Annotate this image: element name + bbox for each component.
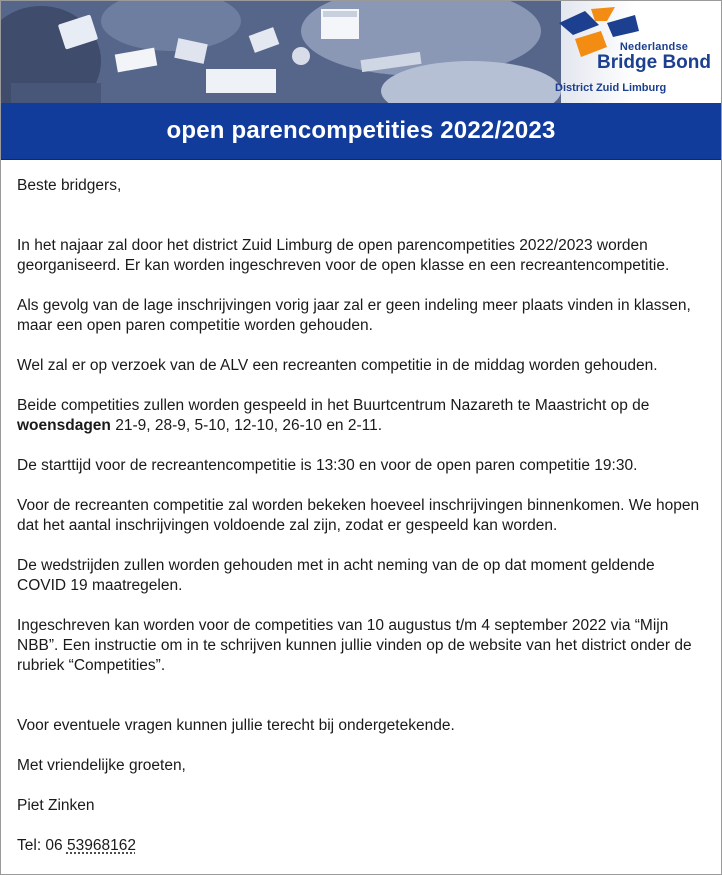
paragraph-enrollment: Ingeschreven kan worden voor de competities van 10 augustus t/m 4 september 2022 via “Mijn NBB”. Een instructie om in te schrijven kunnen jullie vinden op de website van het district onder de rubriek “Competities”. — [17, 617, 692, 674]
header-banner — [1, 1, 721, 103]
dates-bold-weekday: woensdagen — [17, 417, 111, 434]
telephone — [17, 836, 707, 856]
paragraph-open-pairs: Als gevolg van de lage inschrijvingen vorig jaar zal er geen indeling meer plaats vinden in klassen, maar een open paren competitie worden gehouden. — [17, 297, 691, 334]
telephone-label: Tel: 06 — [17, 837, 63, 854]
paragraph-dates — [17, 396, 707, 436]
paragraph-afternoon: Wel zal er op verzoek van de ALV een recreanten competitie in de middag worden gehouden. — [17, 357, 658, 374]
paragraph-start-times: De starttijd voor de recreantencompetitie is 13:30 en voor de open paren competitie 19:30. — [17, 457, 638, 474]
closing: Met vriendelijke groeten, — [17, 757, 186, 774]
dates-text-post: 21-9, 28-9, 5-10, 12-10, 26-10 en 2-11. — [115, 417, 383, 434]
logo-district: District Zuid Limburg — [555, 82, 667, 94]
dates-text-pre: Beide competities zullen worden gespeeld in het Buurtcentrum Nazareth te Maastricht op de — [17, 397, 650, 414]
bridge-players-photo — [1, 1, 561, 103]
paragraph-questions: Voor eventuele vragen kunnen jullie terecht bij ondergetekende. — [17, 717, 455, 734]
paragraph-registrations: Voor de recreanten competitie zal worden bekeken hoeveel inschrijvingen binnenkomen. We hopen dat het aantal inschrijvingen voldoende zal zijn, zodat er gespeeld kan worden. — [17, 497, 700, 534]
telephone-number[interactable]: 53968162 — [66, 837, 136, 854]
greeting: Beste bridgers, — [17, 177, 122, 194]
nbb-logo — [555, 7, 713, 97]
page-title: open parencompetities 2022/2023 — [166, 117, 556, 144]
logo-line-nederlandse: Nederlandse — [619, 41, 689, 53]
signature: Piet Zinken — [17, 797, 95, 814]
letter-body — [1, 160, 721, 856]
title-bar — [1, 103, 721, 160]
paragraph-intro: In het najaar zal door het district Zuid Limburg de open parencompetities 2022/2023 worden georganiseerd. Er kan worden ingeschreven voor de open klasse en een recreantencompetitie. — [17, 237, 670, 274]
paragraph-covid: De wedstrijden zullen worden gehouden met in acht neming van de op dat moment geldende COVID 19 maatregelen. — [17, 557, 655, 594]
logo-line-bridge-bond: Bridge Bond — [597, 52, 711, 73]
